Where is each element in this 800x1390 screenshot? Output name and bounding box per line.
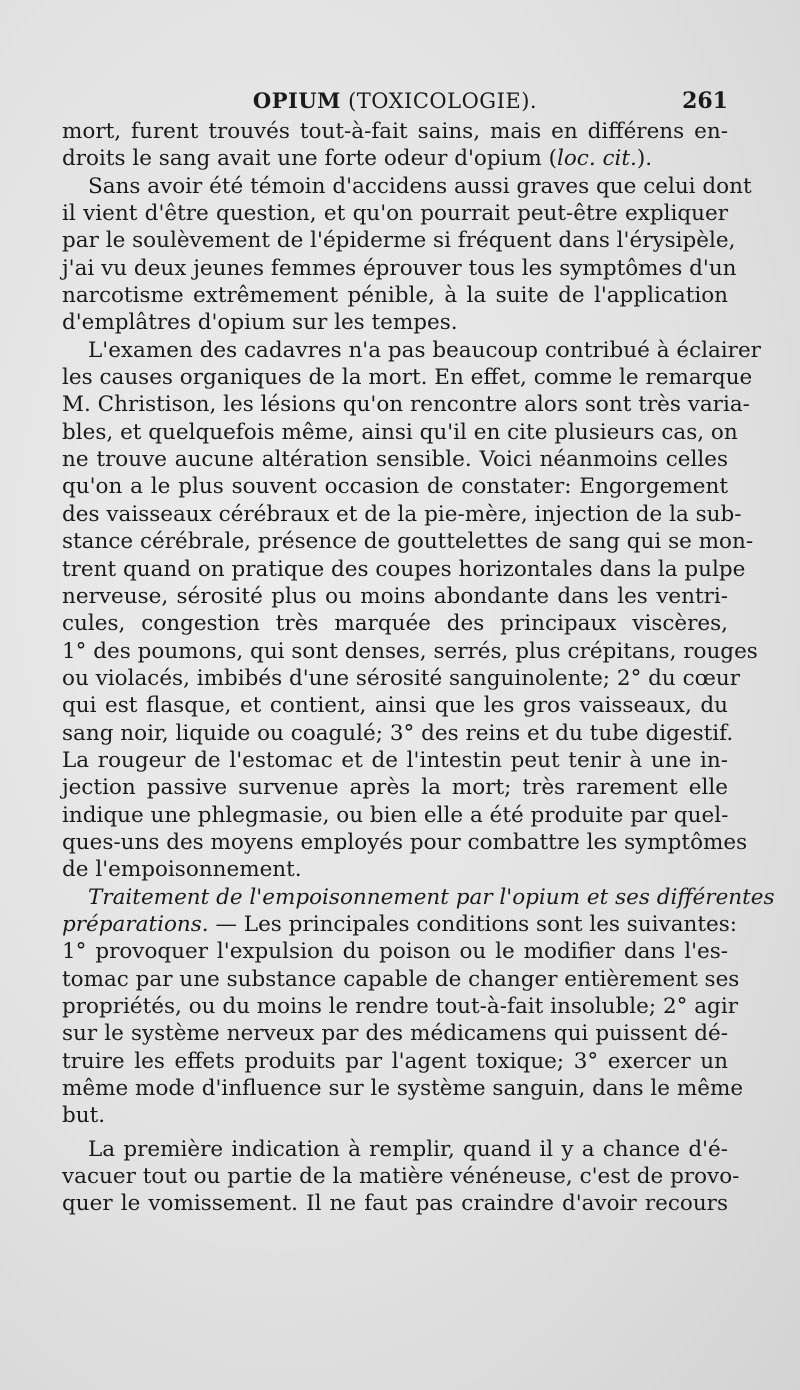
running-header [62,86,728,116]
roman-run: droits le sang avait une forte odeur d'opium ( [62,146,557,172]
text-line: tomac par une substance capable de changer entièrement ses [62,966,740,992]
text-line: La première indication à remplir, quand il y a chance d'é- [88,1136,728,1162]
text-line: Traitement de l'empoisonnement par l'opium et ses différentes [88,884,775,910]
text-line: propriétés, ou du moins le rendre tout-à-fait insoluble; 2° agir [62,994,738,1019]
text-line: qu'on a le plus souvent occasion de constater: Engorgement [62,474,728,500]
title-main: OPIUM [252,88,341,113]
text-line [62,145,728,172]
text-line: il vient d'être question, et qu'on pourrait peut-être expliquer [62,201,728,227]
text-line: La rougeur de l'estomac et de l'intestin peut tenir à une in- [62,747,728,773]
text-line: quer le vomissement. Il ne faut pas craindre d'avoir recours [62,1191,728,1217]
text-line: mort, furent trouvés tout-à-fait sains, mais en différens en- [62,119,728,144]
text-line: ne trouve aucune altération sensible. Voici néanmoins celles [62,447,728,473]
text-line: cules, congestion très marquée des principaux viscères, [62,611,728,637]
text-line: sang noir, liquide ou coagulé; 3° des reins et du tube digestif. [62,720,734,746]
text-line: par le soulèvement de l'épiderme si fréquent dans l'érysipèle, [62,228,736,254]
text-line: de l'empoisonnement. [62,857,302,883]
roman-run: — Les principales conditions sont les suivantes: [208,911,738,937]
text-line: indique une phlegmasie, ou bien elle a été produite par quel- [62,802,729,828]
text-line: bles, et quelquefois même, ainsi qu'il en cite plusieurs cas, on [62,419,738,445]
text-line: d'emplâtres d'opium sur les tempes. [62,310,458,336]
text-line: M. Christison, les lésions qu'on rencontre alors sont très varia- [62,392,750,418]
text-line: Sans avoir été témoin d'accidens aussi graves que celui dont [88,173,752,199]
running-title [62,86,728,116]
text-line: des vaisseaux cérébraux et de la pie-mère, injection de la sub- [62,501,742,527]
italic-run: préparations. [62,911,209,937]
text-line: narcotisme extrêmement pénible, à la suite de l'application [62,283,728,309]
text-line: ques-uns des moyens employés pour combattre les symptômes [62,829,748,855]
text-line: L'examen des cadavres n'a pas beaucoup contribué à éclairer [88,337,761,363]
text-line: j'ai vu deux jeunes femmes éprouver tous les symptômes d'un [62,255,737,281]
text-line: 1° des poumons, qui sont denses, serrés, plus crépitans, rouges [62,638,758,664]
text-line: but. [62,1103,106,1129]
text-line: 1° provoquer l'expulsion du poison ou le modifier dans l'es- [62,939,728,965]
title-paren: (TOXICOLOGIE). [348,89,538,113]
text-line: stance cérébrale, présence de gouttelettes de sang qui se mon- [62,529,754,555]
text-line: sur le système nerveux par des médicamens qui puissent dé- [62,1021,728,1047]
italic-citation: loc. cit. [556,146,637,172]
text-line: jection passive survenue après la mort; très rarement elle [62,775,728,801]
text-line: ou violacés, imbibés d'une sérosité sanguinolente; 2° du cœur [62,665,741,691]
text-line: nerveuse, sérosité plus ou moins abondante dans les ventri- [62,583,728,609]
text-line: truire les effets produits par l'agent toxique; 3° exercer un [62,1048,728,1074]
text-line [62,911,738,938]
page-number: 261 [682,88,728,114]
text-line: même mode d'influence sur le système sanguin, dans le même [62,1076,744,1102]
text-line: trent quand on pratique des coupes horizontales dans la pulpe [62,556,746,582]
text-line: vacuer tout ou partie de la matière vénéneuse, c'est de provo- [62,1164,740,1190]
text-line: qui est flasque, et contient, ainsi que les gros vaisseaux, du [62,693,728,719]
roman-run: ). [636,146,653,172]
page-body-text [62,118,775,1218]
text-line: les causes organiques de la mort. En effet, comme le remarque [62,365,753,391]
